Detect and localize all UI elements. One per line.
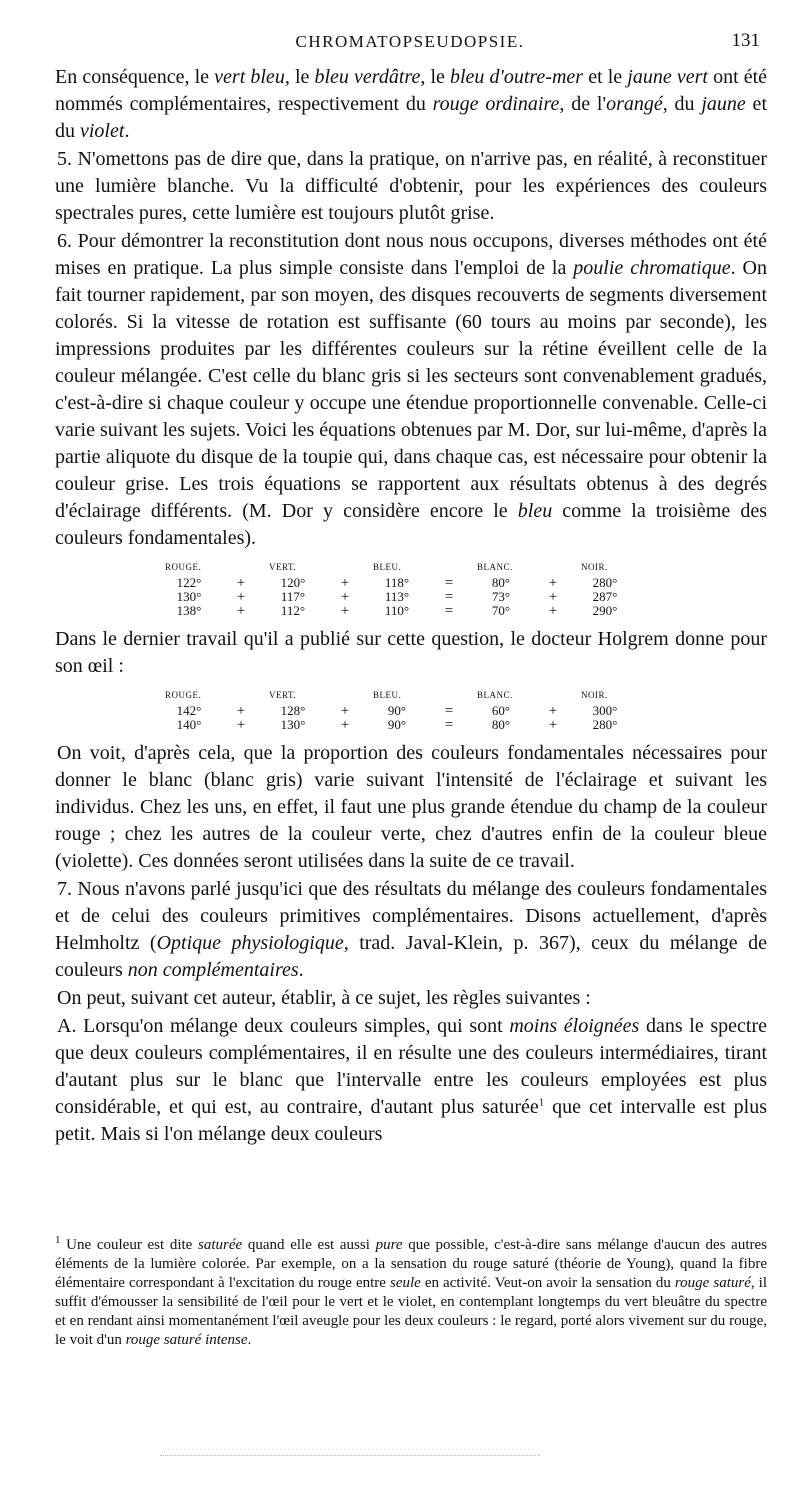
paragraph-6: 6. Pour démontrer la reconstitution dont nous nous occupons, diverses méthodes ont été mises en pratique. La plus simple consiste dans l'emploi de la poulie chromatique. On fait tourner rapidement, par son moyen, des disques recouverts de segments diversement colorés. Si la vitesse de rotation est suffisante (60 tours au moins par seconde), les impressions produites par les différentes couleurs sur la rétine éveillent celle de la couleur mélangée. C'est celle du blanc gris si les secteurs sont convenablement gradués, c'est-à-dire si chaque couleur y occupe une étendue proportionnelle convenable. Celle-ci varie suivant les sujets. Voici les équations obtenues par M. Dor, sur lui-même, d'après la partie aliquote du disque de la toupie qui, dans chaque cas, est nécessaire pour obtenir la couleur grise. Les trois équations se rapportent aux résultats obtenus à des degrés d'éclairage différents. (M. Dor y considère encore le bleu comme la troisième des couleurs fondamentales).	[55, 230, 767, 549]
column-header: VERT.	[269, 690, 297, 700]
column-header: NOIR.	[581, 690, 608, 700]
column-header: BLANC.	[477, 690, 513, 700]
table-row: 138° + 112° + 110° = 70° + 290°	[176, 603, 618, 619]
column-header: NOIR.	[581, 562, 608, 572]
paragraph-5: 5. N'omettons pas de dire que, dans la pratique, on n'arrive pas, en réalité, à reconstituer une lumière blanche. Vu la difficulté d'obtenir, pour les expériences des couleurs spectrales pures, cette lumière est toujours plutôt grise.	[55, 148, 767, 224]
paragraph-complementaires: En conséquence, le vert bleu, le bleu verdâtre, le bleu d'outre-mer et le jaune vert ont été nommés complémentaires, respectivement du rouge ordinaire, de l'orangé, du jaune et du violet.	[55, 66, 768, 142]
main-text	[55, 64, 767, 1148]
footnote-text: $^1$ Une couleur est dite saturée quand elle est aussi pure que possible, c'est-à-dire sans mélange d'aucun des autres éléments de la lumière colorée. Par exemple, on a la sensation du rouge saturé (théorie de Young), quand la fibre élémentaire correspondant à l'excitation du rouge entre seule en activité. Veut-on avoir la sensation du rouge saturé, il suffit d'émousser la sensibilité de l'œil pour le vert et le violet, en contemplant longtemps du vert bleuâtre du spectre et en rendant ainsi momentanément l'œil aveugle pour les deux couleurs : le regard, porté alors vivement sur du rouge, le voit d'un rouge saturé intense.	[55, 1234, 767, 1348]
footnote	[55, 1236, 767, 1350]
paragraph-regles: On peut, suivant cet auteur, établir, à ce sujet, les règles suivantes :	[57, 987, 591, 1009]
column-header: BLEU.	[373, 562, 402, 572]
equations-table-holgrem	[165, 688, 629, 732]
table-row: 130° + 117° + 113° = 73° + 287°	[176, 589, 618, 605]
page-header	[60, 30, 760, 56]
paragraph-a: A. Lorsqu'on mélange deux couleurs simples, qui sont moins éloignées dans le spectre que deux couleurs complémentaires, il en résulte une des couleurs intermédiaires, tirant d'autant plus sur le blanc que l'intervalle entre les couleurs employées est plus considérable, et qui est, au contraire, d'autant plus saturée$^1$ que cet intervalle est plus petit. Mais si l'on mélange deux couleurs	[55, 1015, 768, 1145]
table-header-row	[165, 688, 629, 704]
table-row: 140° + 130° + 90° = 80° + 280°	[176, 717, 618, 733]
paragraph-conclusion: On voit, d'après cela, que la proportion des couleurs fondamentales nécessaires pour donner le blanc (blanc gris) varie suivant l'intensité de l'éclairage et suivant les individus. Chez les uns, en effet, il faut une plus grande étendue du champ de la couleur rouge ; chez les autres de la couleur verte, chez d'autres enfin de la couleur bleue (violette). Ces données seront utilisées dans la suite de ce travail.	[55, 742, 767, 872]
footnote-number: 1	[55, 1234, 61, 1246]
footnote-marker: 1	[538, 1096, 545, 1109]
paragraph-holgrem: Dans le dernier travail qu'il a publié sur cette question, le docteur Holgrem donne pour son œil :	[55, 628, 767, 677]
faint-show-through	[160, 1455, 540, 1458]
column-header: BLEU.	[373, 690, 402, 700]
column-header: VERT.	[269, 562, 297, 572]
column-header: ROUGE.	[165, 690, 202, 700]
column-header: ROUGE.	[165, 562, 202, 572]
column-header: BLANC.	[477, 562, 513, 572]
page-number: 131	[731, 30, 760, 51]
table-row: 142° + 128° + 90° = 60° + 300°	[176, 703, 618, 719]
equations-table-dor	[165, 560, 629, 618]
table-row: 122° + 120° + 118° = 80° + 280°	[176, 575, 618, 591]
running-title: CHROMATOPSEUDOPSIE.	[295, 32, 525, 51]
paragraph-7: 7. Nous n'avons parlé jusqu'ici que des résultats du mélange des couleurs fondamentales et de celui des couleurs primitives complémentaires. Disons actuellement, d'après Helmholtz (Optique physiologique, trad. Javal-Klein, p. 367), ceux du mélange de couleurs non complémentaires.	[55, 878, 767, 981]
table-header-row	[165, 560, 629, 576]
